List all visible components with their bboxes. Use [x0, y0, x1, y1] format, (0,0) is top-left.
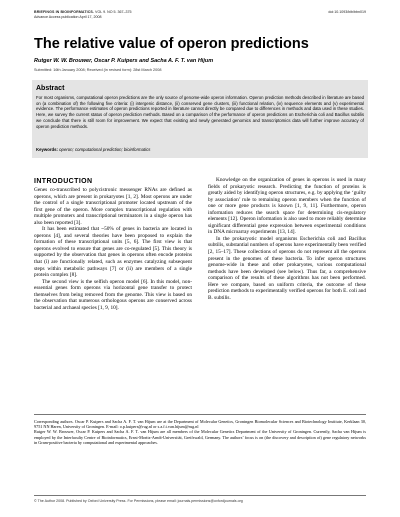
abstract-heading: Abstract [36, 85, 65, 92]
copyright: © The Author 2008. Published by Oxford University Press. For Permissions, please email: journals.permissions@oxfordjournals.org [34, 499, 243, 503]
journal-volume: VOL 9. NO 5. 367–375 [95, 10, 132, 14]
intro-paragraph-5: In the prokaryotic model organisms Escherichia coli and Bacillus subtilis, substantial numbers of operons have experimentally been verified [2, 15–17]. These collections of operons do not represent all the operons present in the genomes of these bacteria. To infer operon structures genome-wide in these and other prokaryotes, various computational methods have been developed (see below). Thus far, a comprehensive comparison of the results of these algorithms has not been performed. Here we compare, based on uniform criteria, the outcome of these prediction methods to experimentally verified operons for both E. coli and B. subtilis. [208, 235, 366, 301]
intro-paragraph-3: The second view is the selfish operon model [6]. In this model, non-essential genes form operons via horizontal gene transfer to protect themselves from being removed from the genome. This view is based on the observation that numerous orthologous operons are conserved across bacterial and archaeal species [1, 9, 10]. [34, 278, 192, 311]
intro-paragraph-2: It has been estimated that ~50% of genes in bacteria are located in operons [4], and several theories have been proposed to explain the formation of these transcriptional units [5, 6]. The first view is that operons evolved to ensure that genes are co-regulated [5]. This theory is supported by the observation that genes in operons often encode proteins that (i) are functionally related, such as enzymes catalyzing subsequent steps within metabolic pathways [7] or (ii) are members of a single protein complex [8]. [34, 226, 192, 279]
intro-heading: INTRODUCTION [34, 178, 93, 185]
keywords [36, 147, 364, 152]
doi: doi:10.1093/bib/bbn019 [328, 10, 366, 14]
abstract-text: For most organisms, computational operon predictions are the only source of genome-wide operon information. Operon prediction methods described in literature are based on (a combination of) the following five criteria: (i) intergenic distance, (ii) conserved gene clusters, (iii) functional relation, (iv) sequence elements and (v) experimental evidence. The performance estimates of operon predictions reported in literature cannot directly be compared due to differences in methods and data used in these studies. Here, we survey the current status of operon prediction methods. Based on a comparison of the performance of operon predictions on Escherichia coli and Bacillus subtilis we conclude that there is still room for improvement. We expect that existing and newly generated genomics and transcriptomics data will further improve accuracy of operon prediction methods. [36, 95, 364, 129]
advance-access-note: Advance Access publication April 17, 2008 [34, 14, 102, 19]
author-bio-note: Rutger W. W. Brouwer, Oscar P. Kuipers and Sacha A. F. T. van Hijum are all members of the Molecular Genetics Department of the University of Groningen. Currently, Sacha van Hijum is employed by the Interfaculty Centre of Bioinformatics, Ernst-Moritz-Arndt-Universität, Greifswald, Germany. The authors’ focus is on (the discovery and description of) gene regulatory networks in Gram-positive bacteria by computational and experimental approaches. [34, 429, 366, 445]
corresponding-author-note: Corresponding authors. Oscar P. Kuipers and Sacha A. F. T. van Hijum are at the Department of Molecular Genetics, Groningen Biomolecular Sciences and Biotechnology Institute, Kerklaan 30, 9751 NN Haren, University of Groningen. E-mail: o.p.kuipers@rug.nl or s.a.f.t.van.hijum@rug.nl [34, 419, 366, 430]
keywords-list: operon; computational prediction; bioinformatics [59, 147, 151, 152]
journal-name: BRIEFINGS IN BIOINFORMATICS. [34, 10, 95, 14]
footnotes [34, 419, 366, 445]
right-column [208, 177, 366, 301]
paper-title: The relative value of operon predictions [34, 36, 309, 52]
left-column [34, 177, 192, 311]
intro-paragraph-4: Knowledge on the organization of genes in operons is used in many fields of prokaryotic research. Predicting the function of proteins is greatly aided by identifying operon structures, e.g. by applying the ‘guilty by association’ rule to remaining operon members when the function of one or more gene products is known [1, 9, 11]. Furthermore, operon information reduces the search space for determining cis-regulatory elements [12]. Operon information is also used to more reliably determine significant differential gene expression between experimental conditions in DNA microarray experiments [13, 14]. [208, 177, 366, 236]
intro-paragraph-1: Genes co-transcribed to polycistronic messenger RNAs are defined as operons, which are present in prokaryotes [1, 2]. Most operons are under the control of a single transcriptional promoter located upstream of the first gene of the operon. More complex transcriptional regulation with multiple promoters and transcriptional terminators in a single operon has also been reported [3]. [34, 187, 192, 226]
authors: Rutger W. W. Brouwer, Oscar P. Kuipers and Sacha A. F. T. van Hijum [34, 58, 214, 64]
submission-dates: Submitted: 16th January 2008; Received (in revised form): 28st March 2008 [34, 68, 162, 72]
footnote-divider [34, 414, 366, 415]
keywords-label: Keywords: [36, 147, 58, 152]
copyright-divider [34, 495, 366, 496]
journal-header [34, 10, 366, 19]
